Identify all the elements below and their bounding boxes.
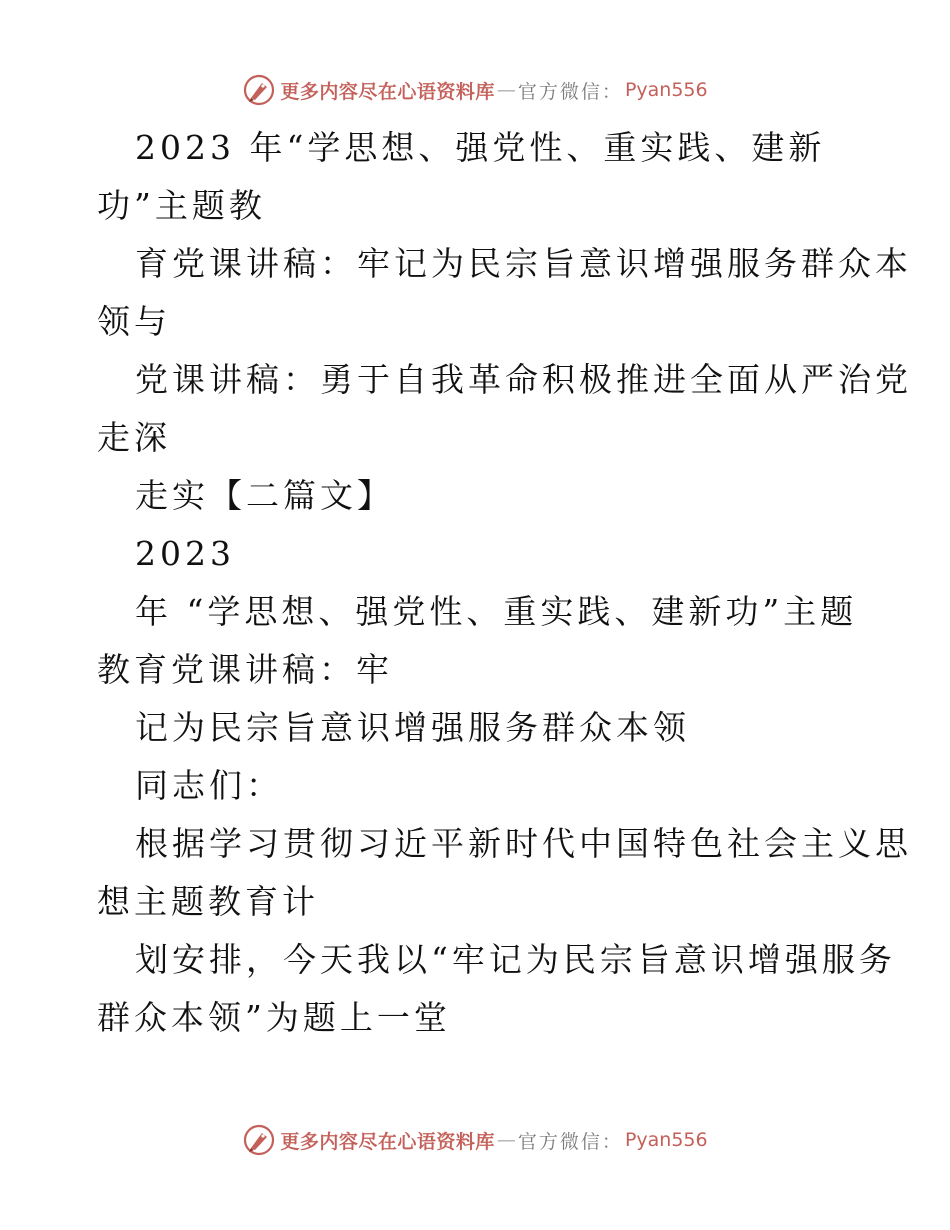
text-line: 2023 年“学思想、强党性、重实践、建新	[135, 128, 826, 167]
watermark-site-text: 更多内容尽在心语资料库	[280, 1130, 495, 1153]
text-line: 2023	[135, 534, 235, 573]
watermark-separator: —	[496, 79, 516, 101]
text-line: 划安排，今天我以“牢记为民宗旨意识增强服务	[135, 940, 896, 979]
pen-nib-logo-icon	[242, 1123, 276, 1157]
footer-watermark	[0, 1120, 950, 1160]
text-line: 想主题教育计	[97, 882, 319, 921]
watermark-wechat-id: Pyan556	[624, 79, 708, 101]
header-watermark	[0, 70, 950, 110]
text-line: 走实【二篇文】	[135, 476, 394, 515]
text-line: 领与	[97, 302, 171, 341]
pen-nib-logo-icon	[242, 73, 276, 107]
watermark-official-label: 官方微信：	[517, 80, 623, 103]
text-line: 育党课讲稿：牢记为民宗旨意识增强服务群众本	[135, 244, 912, 283]
text-line: 功”主题教	[97, 186, 266, 225]
watermark-separator: —	[496, 1129, 516, 1151]
text-line: 党课讲稿：勇于自我革命积极推进全面从严治党	[135, 360, 912, 399]
watermark-wechat-id: Pyan556	[624, 1129, 708, 1151]
text-line: 教育党课讲稿：牢	[97, 650, 393, 689]
text-line: 群众本领”为题上一堂	[97, 998, 451, 1037]
watermark-official-label: 官方微信：	[517, 1130, 623, 1153]
text-line: 记为民宗旨意识增强服务群众本领	[135, 708, 690, 747]
text-line: 同志们：	[135, 766, 283, 805]
text-line: 根据学习贯彻习近平新时代中国特色社会主义思	[135, 824, 912, 863]
watermark-site-text: 更多内容尽在心语资料库	[280, 80, 495, 103]
text-line: 年 “学思想、强党性、重实践、建新功”主题	[135, 592, 858, 631]
text-line: 走深	[97, 418, 171, 457]
